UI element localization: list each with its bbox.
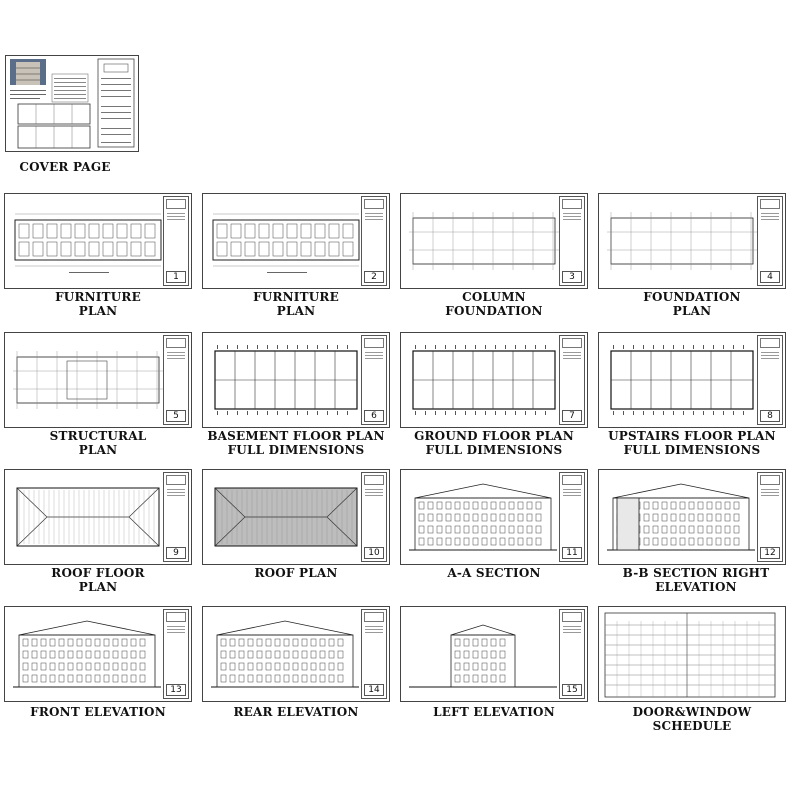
title-block (361, 196, 387, 286)
caption-line: FOUNDATION (643, 290, 741, 304)
sheet-number: 3 (562, 271, 582, 283)
sheet-drawing (9, 474, 163, 560)
title-stamp (364, 487, 384, 501)
title-block (361, 609, 387, 699)
sheet-number: 5 (166, 410, 186, 422)
drawing-sheet[interactable] (400, 606, 588, 702)
title-stamp (364, 350, 384, 364)
caption-line: DOOR&WINDOW (632, 705, 752, 719)
title-block (757, 196, 783, 286)
sheet-drawing (603, 611, 781, 697)
sheet-caption (202, 290, 390, 318)
title-stamp (166, 350, 186, 364)
sheet-number: 11 (562, 547, 582, 559)
drawing-sheet[interactable] (202, 606, 390, 702)
logo-box (562, 475, 582, 485)
logo-box (364, 338, 384, 348)
drawing-sheet[interactable] (400, 193, 588, 289)
drawing-sheet[interactable] (598, 469, 786, 565)
sheet-drawing (9, 198, 163, 284)
logo-box (562, 199, 582, 209)
sheet-caption (598, 566, 794, 594)
logo-box (166, 475, 186, 485)
caption-line: COLUMN (462, 290, 526, 304)
logo-box (562, 612, 582, 622)
caption-line: LEFT ELEVATION (433, 705, 555, 719)
logo-box (166, 338, 186, 348)
drawing-sheet[interactable] (400, 332, 588, 428)
caption-line: PLAN (276, 304, 316, 318)
sheet-caption (598, 290, 786, 318)
title-block (559, 335, 585, 425)
title-block (163, 472, 189, 562)
caption-line: FULL DIMENSIONS (227, 443, 365, 457)
cover-caption (5, 160, 125, 174)
sheet-caption (4, 566, 192, 594)
caption-line: GROUND FLOOR PLAN (414, 429, 574, 443)
caption-line: PLAN (672, 304, 712, 318)
sheet-number: 4 (760, 271, 780, 283)
sheet-number: 12 (760, 547, 780, 559)
sheet-drawing (405, 198, 559, 284)
title-stamp (166, 487, 186, 501)
caption-line: PLAN (78, 443, 118, 457)
drawing-sheet[interactable] (4, 469, 192, 565)
title-stamp (562, 350, 582, 364)
caption-line: UPSTAIRS FLOOR PLAN (608, 429, 776, 443)
sheet-drawing (405, 611, 559, 697)
cover-drawing (6, 56, 138, 151)
sheet-caption (400, 429, 588, 457)
sheet-number: 9 (166, 547, 186, 559)
sheet-caption (4, 429, 192, 457)
sheet-drawing (603, 198, 757, 284)
logo-box (562, 338, 582, 348)
drawing-sheet[interactable] (4, 332, 192, 428)
logo-box (760, 338, 780, 348)
sheet-number: 6 (364, 410, 384, 422)
sheet-drawing (207, 337, 361, 423)
logo-box (166, 199, 186, 209)
logo-box (760, 475, 780, 485)
sheet-caption (4, 290, 192, 318)
caption-line: A-A SECTION (447, 566, 541, 580)
title-stamp (166, 624, 186, 638)
sheet-caption (202, 429, 390, 457)
sheet-drawing (9, 611, 163, 697)
drawing-sheet[interactable] (598, 332, 786, 428)
logo-box (364, 475, 384, 485)
caption-line: ROOF PLAN (254, 566, 338, 580)
caption-line: REAR ELEVATION (233, 705, 359, 719)
caption-line: BASEMENT FLOOR PLAN (207, 429, 385, 443)
drawing-sheet[interactable] (202, 193, 390, 289)
sheet-caption (202, 705, 390, 719)
caption-line: B-B SECTION RIGHT ELEVATION (622, 566, 770, 594)
sheet-number: 10 (364, 547, 384, 559)
sheet-drawing (405, 474, 559, 560)
title-block (559, 472, 585, 562)
title-block (163, 196, 189, 286)
title-block (757, 335, 783, 425)
logo-box (364, 199, 384, 209)
title-block (361, 472, 387, 562)
title-stamp (760, 211, 780, 225)
caption-line: FURNITURE (253, 290, 339, 304)
title-stamp (562, 624, 582, 638)
drawing-sheet[interactable] (4, 606, 192, 702)
caption-line: FULL DIMENSIONS (425, 443, 563, 457)
drawing-sheet[interactable] (202, 469, 390, 565)
caption-line: PLAN (78, 580, 118, 594)
sheet-drawing (405, 337, 559, 423)
sheet-drawing (207, 474, 361, 560)
caption-line: SCHEDULE (652, 719, 732, 733)
logo-box (166, 612, 186, 622)
title-block (361, 335, 387, 425)
sheet-caption (400, 290, 588, 318)
sheet-drawing (207, 198, 361, 284)
sheet-number: 1 (166, 271, 186, 283)
title-block (757, 472, 783, 562)
sheet-number: 14 (364, 684, 384, 696)
caption-line: COVER PAGE (19, 160, 111, 174)
logo-box (760, 199, 780, 209)
drawing-sheet[interactable] (202, 332, 390, 428)
title-stamp (562, 487, 582, 501)
drawing-sheet[interactable] (598, 606, 786, 702)
sheet-drawing (603, 474, 757, 560)
sheet-number: 7 (562, 410, 582, 422)
drawing-sheet[interactable] (598, 193, 786, 289)
caption-line: FRONT ELEVATION (30, 705, 166, 719)
cover-sheet[interactable] (5, 55, 139, 152)
caption-line: PLAN (78, 304, 118, 318)
caption-line: STRUCTURAL (49, 429, 147, 443)
sheet-number: 8 (760, 410, 780, 422)
title-stamp (364, 624, 384, 638)
caption-line: FULL DIMENSIONS (623, 443, 761, 457)
sheet-caption (598, 429, 786, 457)
title-block (163, 609, 189, 699)
title-stamp (562, 211, 582, 225)
caption-line: FURNITURE (55, 290, 141, 304)
sheet-caption (4, 705, 192, 719)
sheet-number: 2 (364, 271, 384, 283)
title-stamp (166, 211, 186, 225)
title-block (559, 196, 585, 286)
logo-box (364, 612, 384, 622)
sheet-number: 15 (562, 684, 582, 696)
title-block (559, 609, 585, 699)
drawing-sheet[interactable] (4, 193, 192, 289)
sheet-caption (202, 566, 390, 580)
drawing-sheet[interactable] (400, 469, 588, 565)
sheet-drawing (9, 337, 163, 423)
sheet-drawing (603, 337, 757, 423)
sheet-drawing (207, 611, 361, 697)
caption-line: FOUNDATION (445, 304, 543, 318)
sheet-number: 13 (166, 684, 186, 696)
title-block (163, 335, 189, 425)
title-stamp (760, 350, 780, 364)
sheet-caption (400, 705, 588, 719)
caption-line: ROOF FLOOR (51, 566, 145, 580)
title-stamp (760, 487, 780, 501)
sheet-caption (400, 566, 588, 580)
title-stamp (364, 211, 384, 225)
sheet-caption (598, 705, 786, 733)
